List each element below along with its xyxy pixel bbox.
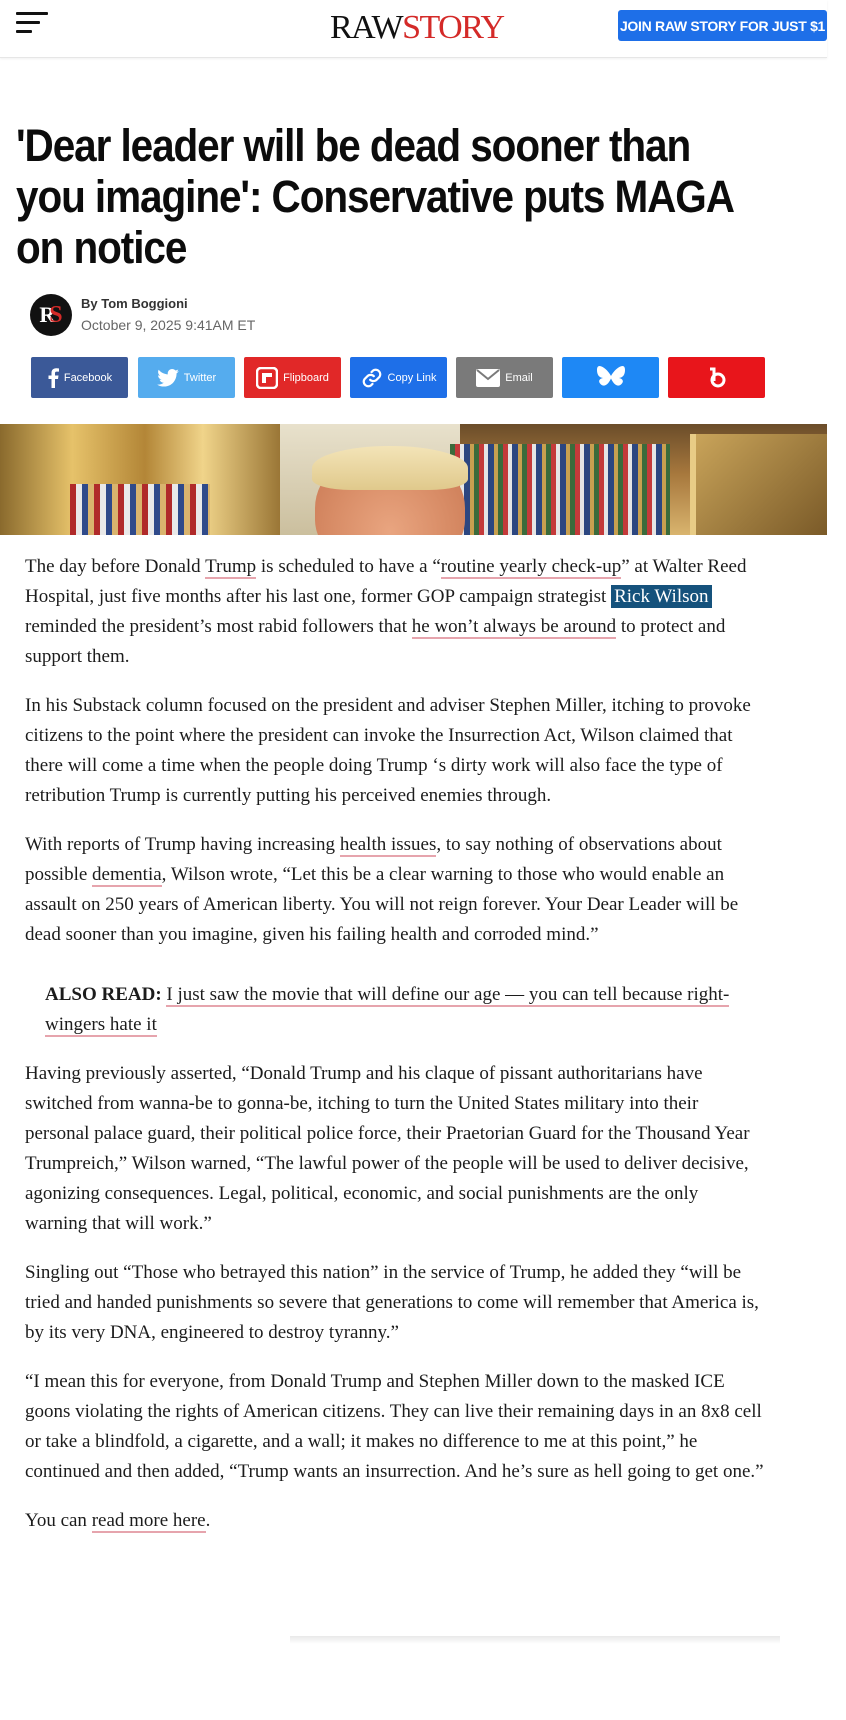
also-read-label: ALSO READ: (45, 984, 162, 1005)
envelope-icon (476, 369, 500, 387)
avatar-letter-s: S (49, 301, 63, 328)
paragraph-5: Singling out “Those who betrayed this nation” in the service of Trump, he added they “will be tried and handed punishments so severe that generations to come will remember that America is, by its very DNA, engineered to destroy tyranny.” (25, 1262, 759, 1343)
link-trump[interactable]: Trump (205, 556, 257, 577)
join-subscribe-button[interactable]: JOIN RAW STORY FOR JUST $1 (618, 10, 827, 41)
hero-image (0, 424, 827, 535)
link-icon (361, 367, 383, 389)
share-flipboard-button[interactable] (244, 357, 341, 398)
hero-portrait-hair (312, 446, 468, 490)
logo-raw-text: RAW (330, 9, 403, 46)
paragraph-3 (25, 830, 765, 950)
selected-text-rick-wilson[interactable]: Rick Wilson (611, 585, 711, 608)
hero-picture-frame (690, 434, 827, 535)
avatar-letter-r: R (39, 302, 50, 327)
substack-icon (706, 367, 728, 389)
share-twitter-label: Twitter (183, 371, 217, 384)
paragraph-4: Having previously asserted, “Donald Trump and his claque of pissant authoritarians have switched from wanna-be to gonna-be, itching to turn the United States military into their personal palace guard, their political police force, their Praetorian Guard for the Thousand Year Trumpreich,” Wilson warned, “The lawful power of the people will be used to deliver decisive, agonizing consequences. Legal, political, economic, and social punishments are the only warning that will work.” (25, 1063, 750, 1234)
share-email-label: Email (505, 371, 533, 384)
flipboard-icon (256, 367, 278, 389)
link-read-more-here[interactable]: read more here (91, 1510, 206, 1531)
link-wont-always-be-around[interactable]: he won’t always be around (411, 616, 617, 637)
paragraph-7 (25, 1506, 765, 1536)
share-substack-button[interactable] (668, 357, 765, 398)
hero-flags (70, 484, 210, 535)
site-header (0, 0, 827, 58)
link-health-issues[interactable]: health issues (339, 834, 437, 855)
also-read-block (45, 980, 765, 1040)
bluesky-butterfly-icon (597, 365, 625, 391)
share-facebook-label: Facebook (63, 371, 113, 384)
hero-flags-right (450, 444, 670, 535)
article-body (25, 552, 765, 1555)
p1-text-3: ” at Walter Reed Hospital, just five months after his last one, former GOP campaign strategist (25, 556, 747, 607)
article-headline: 'Dear leader will be dead sooner than you imagine': Conservative puts MAGA on notice (16, 120, 733, 273)
p3-text-1: With reports of Trump having increasing (25, 834, 340, 855)
also-read-link[interactable]: I just saw the movie that will define our age — you can tell because right-wingers hate it (45, 984, 730, 1035)
author-name[interactable]: By Tom Boggioni (81, 296, 188, 311)
publish-date: October 9, 2025 9:41AM ET (81, 317, 256, 333)
facebook-icon (47, 368, 59, 388)
link-dementia[interactable]: dementia (92, 864, 162, 885)
hamburger-menu-icon[interactable] (16, 12, 48, 34)
share-email-button[interactable] (456, 357, 553, 398)
copy-link-button[interactable] (350, 357, 447, 398)
share-flipboard-label: Flipboard (283, 371, 329, 384)
p7-text-2: . (205, 1510, 211, 1531)
p1-text-1: The day before Donald (25, 556, 206, 577)
p1-text-5: to protect and support them. (25, 616, 726, 667)
link-routine-checkup[interactable]: routine yearly check-up (440, 556, 622, 577)
bottom-shadow-divider (290, 1636, 780, 1644)
paragraph-6: “I mean this for everyone, from Donald Trump and Stephen Miller down to the masked ICE goons violating the rights of American citizens. They can live their remaining days in an 8x8 cell or take a blindfold, a cigarette, and a wall; it makes no difference to me at this point,” he continued and then added, “Trump wants an insurrection. And he’s sure as hell going to get one.” (25, 1371, 764, 1482)
share-bluesky-button[interactable] (562, 357, 659, 398)
share-facebook-button[interactable] (31, 357, 128, 398)
p3-text-3: , Wilson wrote, “Let this be a clear warning to those who would enable an assault on 250 years of American liberty. You will not reign forever. Your Dear Leader will be dead sooner than you imagine, given his failing health and corroded mind.” (25, 864, 739, 945)
p1-text-2: is scheduled to have a “ (256, 556, 441, 577)
copy-link-label: Copy Link (387, 371, 437, 384)
logo-story-text: STORY (402, 9, 504, 46)
paragraph-2: In his Substack column focused on the president and adviser Stephen Miller, itching to provoke citizens to the point where the president can invoke the Insurrection Act, Wilson claimed that there will come a time when the people doing Trump ‘s dirty work will also face the type of retribution Trump is currently putting his perceived enemies through. (25, 695, 751, 806)
paragraph-1 (25, 552, 765, 672)
p7-text-1: You can (25, 1510, 92, 1531)
twitter-icon (157, 369, 179, 387)
p3-text-2: , to say nothing of observations about possible (25, 834, 722, 885)
share-twitter-button[interactable] (138, 357, 235, 398)
site-logo[interactable] (330, 8, 504, 48)
p1-text-4: reminded the president’s most rabid followers that (25, 616, 412, 637)
author-avatar[interactable] (30, 294, 72, 336)
